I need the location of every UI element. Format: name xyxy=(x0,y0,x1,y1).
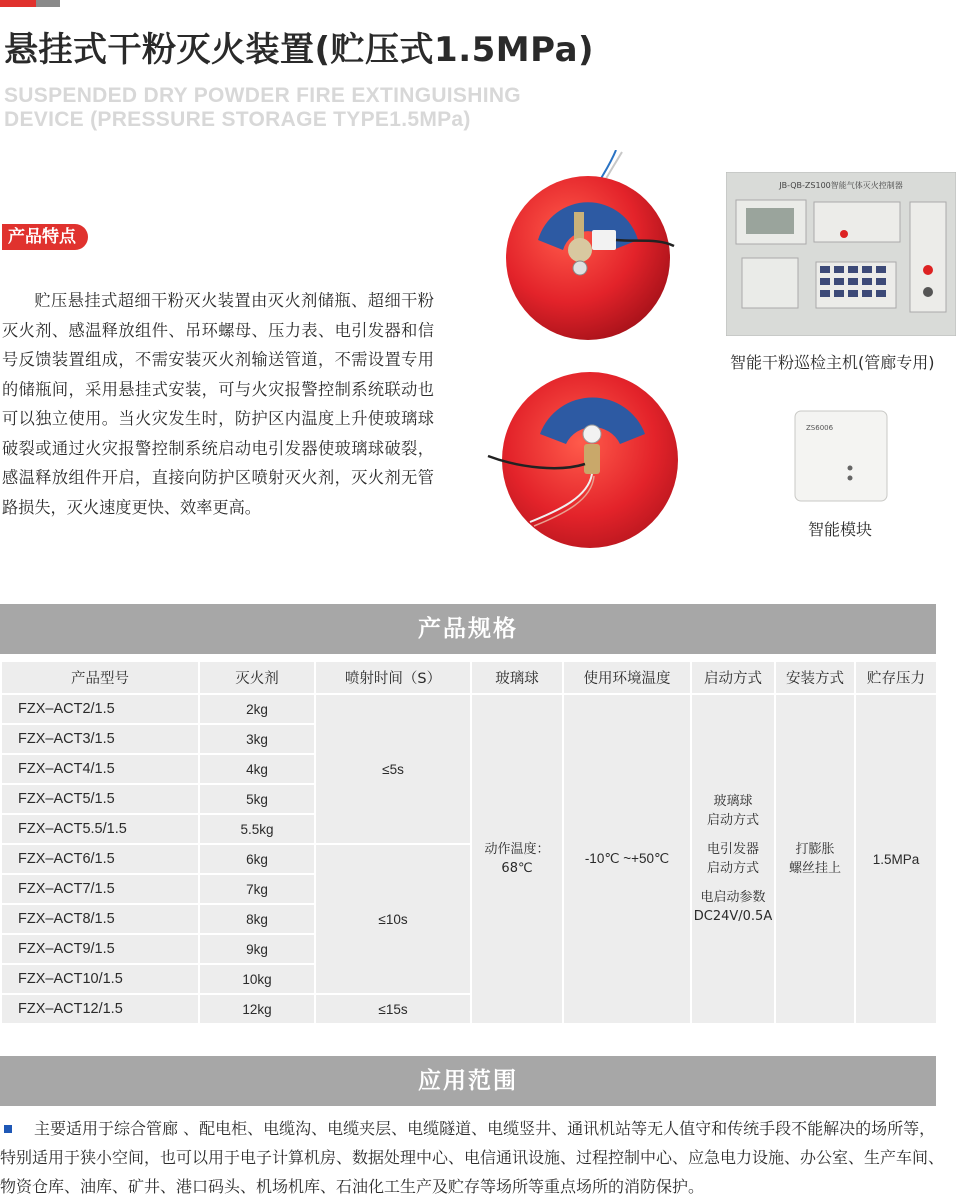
model-cell: FZX–ACT2/1.5 xyxy=(1,694,199,724)
header-agent: 灭火剂 xyxy=(199,661,315,694)
header-storage-pressure: 贮存压力 xyxy=(855,661,937,694)
start-line-3: 电引发器 xyxy=(706,842,759,857)
install-line-2: 螺丝挂上 xyxy=(788,861,841,876)
agent-cell: 6kg xyxy=(199,844,315,874)
accent-gray xyxy=(36,0,60,7)
header-glass-ball: 玻璃球 xyxy=(471,661,563,694)
start-line-6: DC24V/0.5A xyxy=(693,909,773,924)
model-cell: FZX–ACT8/1.5 xyxy=(1,904,199,934)
spec-header-row xyxy=(1,661,937,694)
model-cell: FZX–ACT7/1.5 xyxy=(1,874,199,904)
spec-section-title: 产品规格 xyxy=(0,604,936,654)
storage-pressure-cell: 1.5MPa xyxy=(855,694,937,1024)
application-text-body: 主要适用于综合管廊 、配电柜、电缆沟、电缆夹层、电缆隧道、电缆竖井、通讯机站等无人值守和传统手段不能解决的场所等，特别适用于狭小空间，也可以用于电子计算机房、数据处理中心、电信通讯设施、过程控制中心、应急电力设施、办公室、生产车间、物资仓库、油库、矿井、港口码头、机场机库、石油化工生产及贮存等场所等重点场所的消防保护。 xyxy=(0,1119,945,1196)
glass-ball-line-2: 68℃ xyxy=(501,861,533,876)
glass-ball-line-1: 动作温度： xyxy=(484,842,550,857)
extinguisher-photo-1 xyxy=(498,150,678,340)
smart-module-photo xyxy=(794,410,888,502)
agent-cell: 3kg xyxy=(199,724,315,754)
accent-red xyxy=(0,0,36,7)
env-temp-cell: -10℃ ~+50℃ xyxy=(563,694,691,1024)
model-cell: FZX–ACT6/1.5 xyxy=(1,844,199,874)
subtitle-line-1: SUSPENDED DRY POWDER FIRE EXTINGUISHING xyxy=(4,84,521,107)
top-accent-bar xyxy=(0,0,970,12)
model-cell: FZX–ACT5.5/1.5 xyxy=(1,814,199,844)
module-label-text: ZS6006 xyxy=(806,424,834,432)
model-cell: FZX–ACT5/1.5 xyxy=(1,784,199,814)
header-install-method: 安装方式 xyxy=(775,661,855,694)
model-cell: FZX–ACT12/1.5 xyxy=(1,994,199,1024)
agent-cell: 8kg xyxy=(199,904,315,934)
module-caption: 智能模块 xyxy=(808,520,873,539)
header-spray-time: 喷射时间（S） xyxy=(315,661,471,694)
spray-time-cell: ≤10s xyxy=(315,844,471,994)
extinguisher-photo-2 xyxy=(480,372,680,552)
agent-cell: 9kg xyxy=(199,934,315,964)
subtitle-line-2: DEVICE (PRESSURE STORAGE TYPE1.5MPa) xyxy=(4,108,471,131)
start-line-5: 电启动参数 xyxy=(700,890,766,905)
model-cell: FZX–ACT3/1.5 xyxy=(1,724,199,754)
model-cell: FZX–ACT10/1.5 xyxy=(1,964,199,994)
spray-time-cell: ≤15s xyxy=(315,994,471,1024)
agent-cell: 5.5kg xyxy=(199,814,315,844)
header-start-method: 启动方式 xyxy=(691,661,775,694)
features-text: 贮压悬挂式超细干粉灭火装置由灭火剂储瓶、超细干粉灭火剂、感温释放组件、吊环螺母、压力表、电引发器和信号反馈装置组成，不需安装灭火剂输送管道，不需设置专用的储瓶间，采用悬挂式安装，可与火灾报警控制系统联动也可以独立使用。当火灾发生时，防护区内温度上升使玻璃球破裂或通过火灾报警控制系统启动电引发器使玻璃球破裂，感温释放组件开启，直接向防护区喷射灭火剂，灭火剂无管路损失，灭火速度更快、效率更高。 xyxy=(2,291,434,517)
page-title: 悬挂式干粉灭火装置(贮压式1.5MPa) xyxy=(4,30,595,70)
start-line-2: 启动方式 xyxy=(706,813,759,828)
bullet-square-icon xyxy=(4,1125,12,1133)
agent-cell: 10kg xyxy=(199,964,315,994)
start-line-4: 启动方式 xyxy=(706,861,759,876)
agent-cell: 5kg xyxy=(199,784,315,814)
start-method-cell xyxy=(691,694,775,1024)
agent-cell: 7kg xyxy=(199,874,315,904)
model-cell: FZX–ACT9/1.5 xyxy=(1,934,199,964)
spec-table xyxy=(0,660,938,1025)
application-section-title: 应用范围 xyxy=(0,1056,936,1106)
spray-time-cell: ≤5s xyxy=(315,694,471,844)
panel-header-text: JB-QB-ZS100智能气体灭火控制器 xyxy=(779,181,903,190)
header-env-temp: 使用环境温度 xyxy=(563,661,691,694)
features-badge: 产品特点 xyxy=(2,224,88,250)
header-model: 产品型号 xyxy=(1,661,199,694)
start-line-1: 玻璃球 xyxy=(713,794,753,809)
application-text xyxy=(0,1114,950,1200)
glass-ball-cell xyxy=(471,694,563,1024)
install-line-1: 打膨胀 xyxy=(795,842,835,857)
agent-cell: 2kg xyxy=(199,694,315,724)
agent-cell: 12kg xyxy=(199,994,315,1024)
install-method-cell xyxy=(775,694,855,1024)
page-subtitle xyxy=(4,84,521,132)
panel-caption: 智能干粉巡检主机(管廊专用) xyxy=(730,353,935,372)
agent-cell: 4kg xyxy=(199,754,315,784)
model-cell: FZX–ACT4/1.5 xyxy=(1,754,199,784)
control-panel-photo xyxy=(726,172,956,336)
table-row xyxy=(1,694,937,724)
